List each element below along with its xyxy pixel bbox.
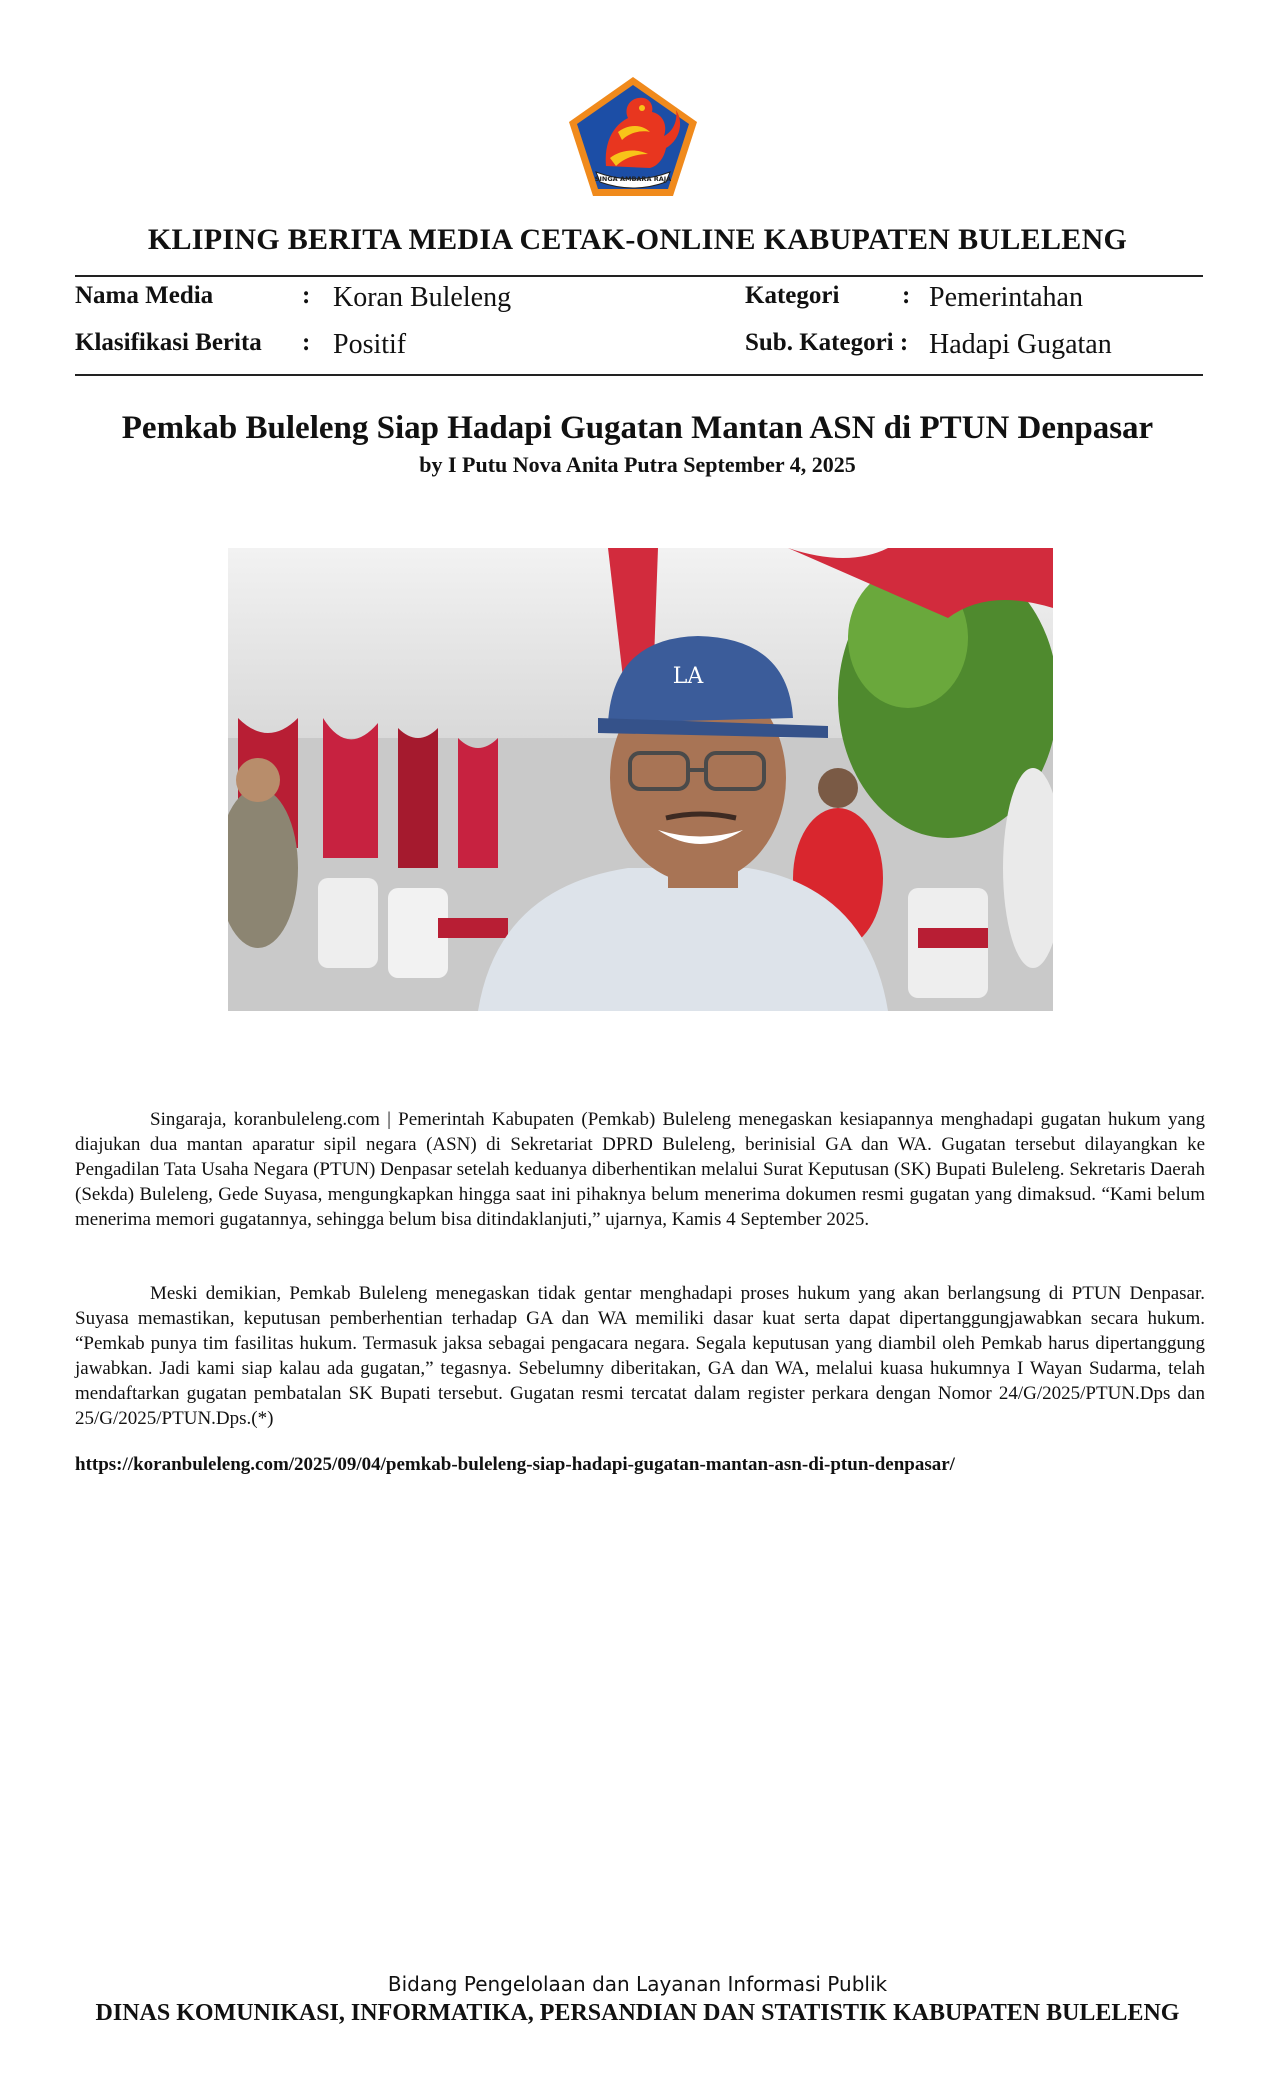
kabupaten-buleleng-logo	[566, 74, 700, 200]
media-label: Nama Media	[75, 282, 214, 309]
article-headline: Pemkab Buleleng Siap Hadapi Gugatan Mantan ASN di PTUN Denpasar	[121, 410, 1154, 446]
footer-department: Bidang Pengelolaan dan Layanan Informasi Publik	[387, 1972, 888, 1996]
klasifikasi-value: Positif	[333, 329, 407, 360]
kategori-label: Kategori	[745, 282, 840, 309]
header-top-rule	[75, 275, 1203, 277]
klasifikasi-label: Klasifikasi Berita	[75, 329, 262, 356]
kategori-value: Pemerintahan	[929, 282, 1083, 313]
article-paragraph-2-container	[75, 1281, 1205, 1431]
article-paragraph-1: Singaraja, koranbuleleng.com | Pemerintah Kabupaten (Pemkab) Buleleng menegaskan kesiapannya menghadapi gugatan hukum yang diajukan dua mantan aparatur sipil negara (ASN) di Sekretariat DPRD Buleleng, berinisial GA dan WA. Gugatan tersebut dilayangkan ke Pengadilan Tata Usaha Negara (PTUN) Denpasar setelah keduanya diberhentikan melalui Surat Keputusan (SK) Bupati Buleleng. Sekretaris Daerah (Sekda) Buleleng, Gede Suyasa, mengungkapkan hingga saat ini pihaknya belum menerima dokumen resmi gugatan yang dimaksud. “Kami belum menerima memori gugatannya, sehingga belum bisa ditindaklanjuti,” ujarnya, Kamis 4 September 2025.	[75, 1109, 1205, 1230]
source-link[interactable]: https://koranbuleleng.com/2025/09/04/pemkab-buleleng-siap-hadapi-gugatan-mantan-asn-di-ptun-denpasar/	[75, 1454, 955, 1475]
kategori-colon: :	[902, 282, 911, 309]
media-value: Koran Buleleng	[333, 282, 512, 313]
klasifikasi-colon: :	[302, 329, 311, 356]
article-paragraph-1-container	[75, 1107, 1205, 1232]
footer-agency: DINAS KOMUNIKASI, INFORMATIKA, PERSANDIAN DAN STATISTIK KABUPATEN BULELENG	[95, 2000, 1180, 2026]
logo-motto-text: SINGA AMBARA RAJA	[594, 175, 672, 183]
sub-kategori-value: Hadapi Gugatan	[929, 329, 1112, 360]
article-photo	[228, 548, 1053, 1011]
document-title: KLIPING BERITA MEDIA CETAK-ONLINE KABUPATEN BULELENG	[147, 223, 1128, 256]
sub-kategori-label: Sub. Kategori :	[745, 329, 909, 356]
cap-logo-text: LA	[672, 664, 704, 689]
article-paragraph-2: Meski demikian, Pemkab Buleleng menegaskan tidak gentar menghadapi proses hukum yang akan berlangsung di PTUN Denpasar. Suyasa memastikan, keputusan pemberhentian terhadap GA dan WA memiliki dasar kuat serta dapat dipertanggungjawabkan secara hukum. “Pemkab punya tim fasilitas hukum. Termasuk jaksa sebagai pengacara negara. Segala keputusan yang diambil oleh Pemkab harus dipertanggung jawabkan. Jadi kami siap kalau ada gugatan,” tegasnya. Sebelumny diberitakan, GA dan WA, melalui kuasa hukumnya I Wayan Sudarma, telah mendaftarkan gugatan pembatalan SK Bupati tersebut. Gugatan resmi tercatat dalam register perkara dengan Nomor 24/G/2025/PTUN.Dps dan 25/G/2025/PTUN.Dps.(*)	[75, 1283, 1205, 1429]
article-byline: by I Putu Nova Anita Putra September 4, 2025	[419, 452, 856, 477]
media-colon: :	[302, 282, 311, 309]
header-bottom-rule	[75, 374, 1203, 376]
